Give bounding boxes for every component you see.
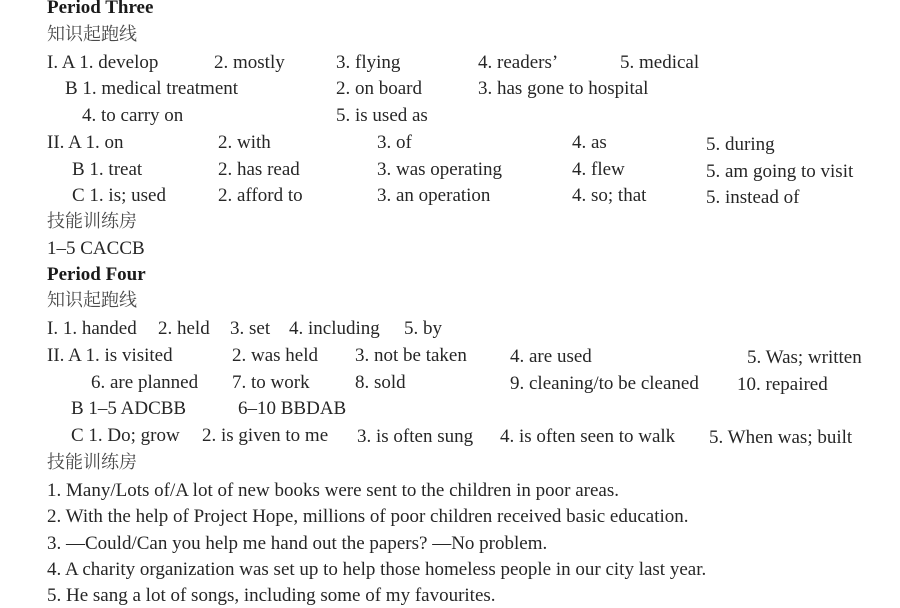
p3-section-skills-heading: 技能训练房 (47, 211, 137, 232)
p3-II-B-item-5: 5. am going to visit (706, 161, 854, 182)
p4-II-A-item-1: II. A 1. is visited (47, 345, 173, 366)
p3-II-A-item-1: II. A 1. on (47, 132, 124, 153)
p3-II-B-item-1: B 1. treat (72, 159, 143, 180)
p4-sentence-4: 4. A charity organization was set up to help those homeless people in our city last year. (47, 559, 707, 580)
p3-I-A-item-4: 4. readers’ (478, 52, 559, 73)
p3-II-B-item-2: 2. has read (218, 159, 300, 180)
p3-II-A-item-4: 4. as (572, 132, 607, 153)
p3-II-A-item-5: 5. during (706, 134, 775, 155)
p3-II-A-item-2: 2. with (218, 132, 271, 153)
p4-I-item-2: 2. held (158, 318, 210, 339)
p4-I-item-3: 3. set (230, 318, 271, 339)
p3-I-B-item-5: 5. is used as (336, 105, 428, 126)
p4-sentence-2: 2. With the help of Project Hope, millions of poor children received basic education. (47, 506, 689, 527)
p4-II-A-item-2: 2. was held (232, 345, 319, 366)
p3-I-A-item-1: I. A 1. develop (47, 52, 159, 73)
period-four-title: Period Four (47, 264, 146, 285)
p4-II-A-item-3: 3. not be taken (355, 345, 467, 366)
p4-sentence-3: 3. —Could/Can you help me hand out the papers? —No problem. (47, 533, 548, 554)
p4-II-A-item-7: 7. to work (232, 372, 310, 393)
p3-II-C-item-1: C 1. is; used (72, 185, 166, 206)
p4-I-item-4: 4. including (289, 318, 380, 339)
p4-II-A-item-6: 6. are planned (91, 372, 199, 393)
p4-II-A-item-5: 5. Was; written (747, 347, 862, 368)
p4-I-item-1: I. 1. handed (47, 318, 137, 339)
p4-II-C-item-5: 5. When was; built (709, 427, 853, 448)
p4-section-skills-heading: 技能训练房 (47, 452, 137, 473)
p4-II-C-item-2: 2. is given to me (202, 425, 329, 446)
p4-section-knowledge-heading: 知识起跑线 (47, 290, 137, 311)
p3-II-C-item-3: 3. an operation (377, 185, 491, 206)
p3-II-C-item-5: 5. instead of (706, 187, 800, 208)
p3-II-B-item-3: 3. was operating (377, 159, 503, 180)
p4-II-C-item-4: 4. is often seen to walk (500, 426, 676, 447)
p4-II-A-item-8: 8. sold (355, 372, 406, 393)
p3-II-A-item-3: 3. of (377, 132, 412, 153)
p3-I-B-item-4: 4. to carry on (82, 105, 184, 126)
p3-I-A-item-2: 2. mostly (214, 52, 285, 73)
p4-I-item-5: 5. by (404, 318, 442, 339)
p3-I-B-item-2: 2. on board (336, 78, 423, 99)
p4-II-C-item-1: C 1. Do; grow (71, 425, 180, 446)
p4-sentence-5: 5. He sang a lot of songs, including some of my favourites. (47, 585, 496, 606)
p3-I-B-item-3: 3. has gone to hospital (478, 78, 649, 99)
p4-sentence-1: 1. Many/Lots of/A lot of new books were sent to the children in poor areas. (47, 480, 619, 501)
p4-II-B-answers-1: B 1–5 ADCBB (71, 398, 187, 419)
p3-II-C-item-2: 2. afford to (218, 185, 303, 206)
p4-II-C-item-3: 3. is often sung (357, 426, 474, 447)
p4-II-A-item-9: 9. cleaning/to be cleaned (510, 373, 699, 394)
p3-I-B-item-1: B 1. medical treatment (65, 78, 239, 99)
p3-I-A-item-3: 3. flying (336, 52, 401, 73)
p3-II-B-item-4: 4. flew (572, 159, 625, 180)
period-three-title: Period Three (47, 0, 154, 18)
p4-II-A-item-10: 10. repaired (737, 374, 828, 395)
p3-I-A-item-5: 5. medical (620, 52, 700, 73)
p3-II-C-item-4: 4. so; that (572, 185, 647, 206)
p3-skills-answers: 1–5 CACCB (47, 238, 145, 259)
p4-II-A-item-4: 4. are used (510, 346, 592, 367)
p4-II-B-answers-2: 6–10 BBDAB (238, 398, 347, 419)
p3-section-knowledge-heading: 知识起跑线 (47, 24, 137, 45)
